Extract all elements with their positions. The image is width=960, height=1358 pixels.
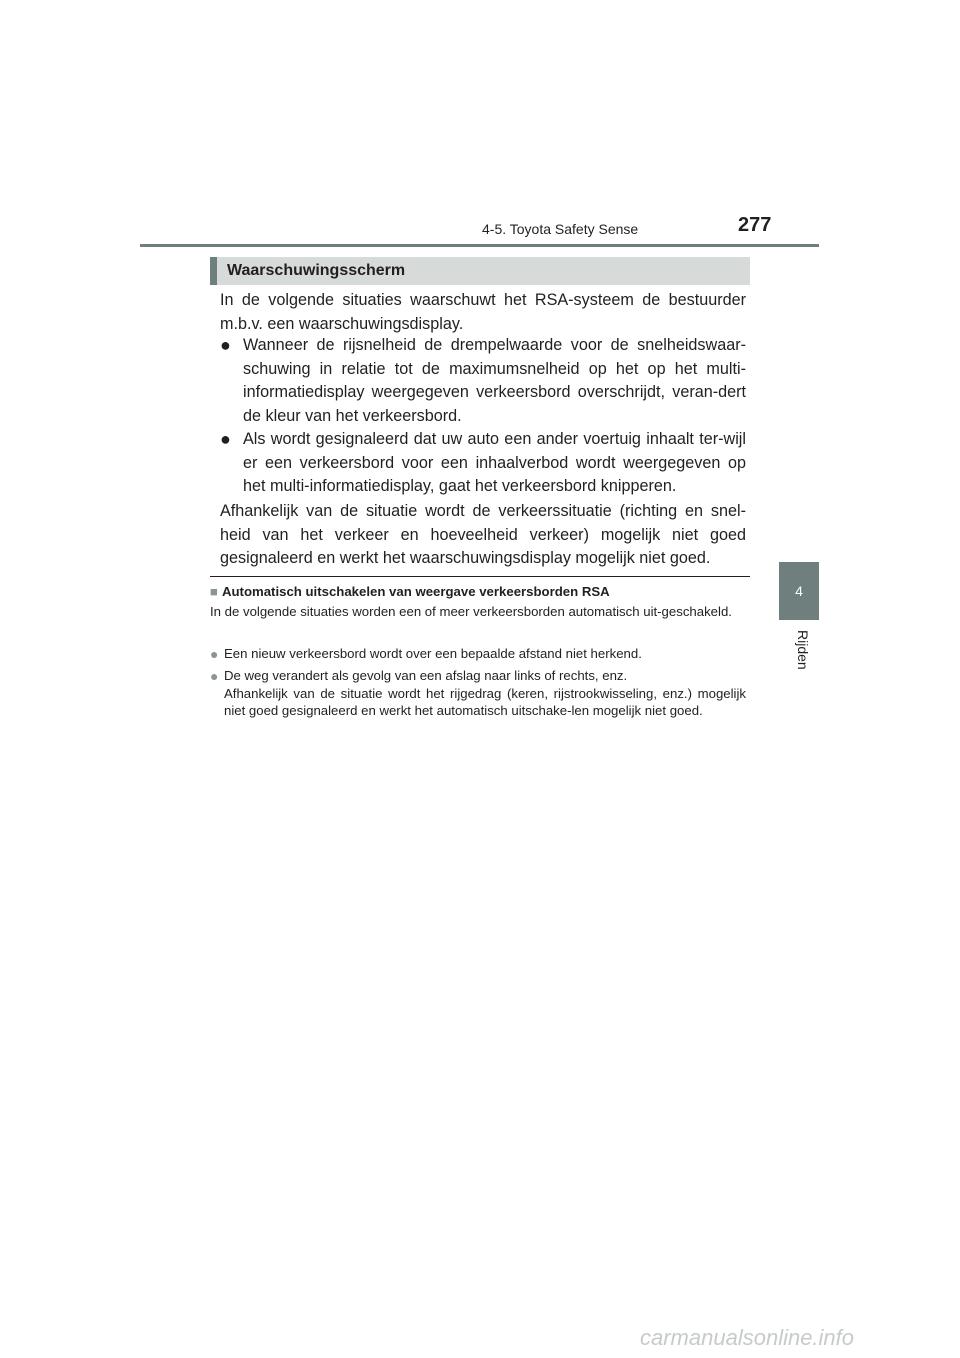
note-closing: Afhankelijk van de situatie wordt het rijgedrag (keren, rijstrookwisseling, enz.) mogelijk niet goed gesignaleerd en werkt het automatisch uitschake-len mogelijk niet goed. bbox=[224, 686, 746, 718]
chapter-label: Rijden bbox=[795, 630, 811, 670]
section-heading: Waarschuwingsscherm bbox=[210, 257, 750, 285]
note-heading-text: Automatisch uitschakelen van weergave verkeersborden RSA bbox=[221, 584, 610, 599]
list-item bbox=[220, 428, 746, 499]
watermark: carmanualsonline.info bbox=[640, 1325, 855, 1350]
note-heading bbox=[210, 584, 750, 599]
header-divider bbox=[140, 244, 819, 247]
note-list-item-text: De weg verandert als gevolg van een afslag naar links of rechts, enz. bbox=[224, 668, 628, 683]
bullet-icon: ● bbox=[210, 646, 219, 662]
note-list-item-text: Een nieuw verkeersbord wordt over een bepaalde afstand niet herkend. bbox=[224, 646, 642, 661]
list-item-text: Wanneer de rijsnelheid de drempelwaarde voor de snelheidswaar-schuwing in relatie tot de maximumsnelheid op het op het multi-informatiedisplay weergegeven verkeersbord overschrijdt, veran-dert de kleur van het verkeersbord. bbox=[243, 336, 746, 425]
note-list-item bbox=[210, 668, 746, 685]
running-header-section: 4-5. Toyota Safety Sense bbox=[482, 221, 639, 237]
section-intro: In de volgende situaties waarschuwt het RSA-systeem de bestuurder m.b.v. een waarschuwingsdisplay. bbox=[220, 291, 746, 333]
section-closing: Afhankelijk van de situatie wordt de verkeerssituatie (richting en snel-heid van het verkeer en hoeveelheid verkeer) mogelijk niet goed gesignaleerd en werkt het waarschuwingsdisplay mogelijk niet goed. bbox=[220, 502, 746, 567]
list-item-text: Als wordt gesignaleerd dat uw auto een ander voertuig inhaalt ter-wijl er een verkeersbord voor een inhaalverbod wordt weergegeven op het multi-informatiedisplay, gaat het verkeersbord knipperen. bbox=[243, 430, 746, 495]
list-item bbox=[220, 334, 746, 428]
bullet-icon: ● bbox=[220, 429, 231, 449]
page-number: 277 bbox=[738, 214, 772, 236]
square-icon: ■ bbox=[210, 584, 218, 599]
bullet-icon: ● bbox=[220, 335, 231, 355]
bullet-icon: ● bbox=[210, 668, 219, 684]
note-list-item bbox=[210, 646, 746, 663]
chapter-tab: 4 bbox=[779, 562, 819, 620]
note-intro: In de volgende situaties worden een of meer verkeersborden automatisch uit-geschakeld. bbox=[210, 604, 732, 619]
note-divider bbox=[210, 576, 750, 577]
